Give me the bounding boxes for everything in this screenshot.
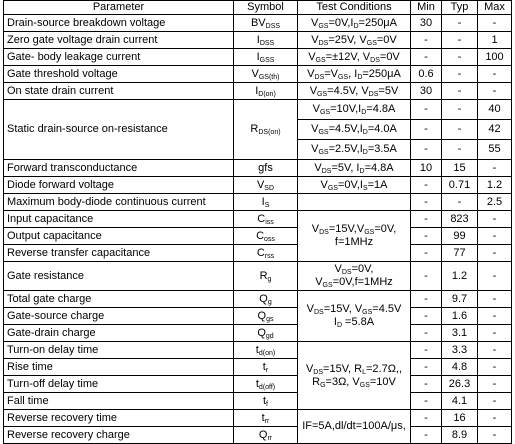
table-row xyxy=(4,245,512,262)
min-value: - xyxy=(411,427,442,444)
table-row xyxy=(4,194,512,211)
recovery-conditions: IF=5A,dl/dt=100A/μs, xyxy=(298,410,411,444)
max-value: - xyxy=(478,410,512,427)
typ-value: - xyxy=(442,140,478,160)
parameter-name: Gate threshold voltage xyxy=(4,66,234,83)
typ-value: 15 xyxy=(442,160,478,177)
typ-value: - xyxy=(442,194,478,211)
min-value: 0.6 xyxy=(411,66,442,83)
symbol: $I_{D(on)}$ xyxy=(234,83,298,100)
parameter-name: Turn-off delay time xyxy=(4,376,234,393)
max-value: - xyxy=(478,376,512,393)
symbol: $t_r$ xyxy=(234,359,298,376)
header-max: Max xyxy=(478,1,512,15)
test-condition: $V_{GS}=0V,I_D=250\mu A$ xyxy=(298,15,411,32)
max-value: 1.2 xyxy=(478,177,512,194)
typ-value: 0.71 xyxy=(442,177,478,194)
table-row xyxy=(4,262,512,291)
min-value: - xyxy=(411,376,442,393)
max-value: - xyxy=(478,15,512,32)
header-typ: Typ xyxy=(442,1,478,15)
typ-value: 1.2 xyxy=(442,262,478,291)
symbol: $C_{rss}$ xyxy=(234,245,298,262)
table-row xyxy=(4,291,512,308)
switching-conditions: $V_{DS}=15V$, $R_L=2.7\Omega$,, $R_G=3\Omega$, $V_{GS}=10V$ xyxy=(298,342,411,410)
symbol: $t_{rr}$ xyxy=(234,410,298,427)
test-condition: $V_{DS}=0V$, $V_{GS}=0V,f=1MHz$ xyxy=(298,262,411,291)
test-condition: $V_{GS}=10V,I_D=4.8A$ xyxy=(298,100,411,120)
min-value: - xyxy=(411,211,442,228)
parameter-name: Diode forward voltage xyxy=(4,177,234,194)
typ-value: 77 xyxy=(442,245,478,262)
table-row xyxy=(4,32,512,49)
parameter-name: Output capacitance xyxy=(4,228,234,245)
parameter-name: Zero gate voltage drain current xyxy=(4,32,234,49)
symbol: $Q_{rr}$ xyxy=(234,427,298,444)
symbol: $I_{GSS}$ xyxy=(234,49,298,66)
table-row xyxy=(4,393,512,410)
symbol: $R_{DS(on)}$ xyxy=(234,100,298,160)
table-row xyxy=(4,100,512,120)
table-row xyxy=(4,228,512,245)
typ-value: 9.7 xyxy=(442,291,478,308)
max-value: - xyxy=(478,160,512,177)
min-value: - xyxy=(411,194,442,211)
min-value: - xyxy=(411,245,442,262)
table-row xyxy=(4,177,512,194)
test-condition: $V_{GS}=2.5V,I_D=3.5A$ xyxy=(298,140,411,160)
symbol: $Q_{gd}$ xyxy=(234,325,298,342)
min-value: - xyxy=(411,342,442,359)
typ-value: 3.3 xyxy=(442,342,478,359)
max-value: - xyxy=(478,262,512,291)
typ-value: 1.6 xyxy=(442,308,478,325)
symbol: $t_{d(off)}$ xyxy=(234,376,298,393)
typ-value: 4.8 xyxy=(442,359,478,376)
table-row xyxy=(4,83,512,100)
symbol: $V_{SD}$ xyxy=(234,177,298,194)
min-value: - xyxy=(411,100,442,120)
parameter-name: Rise time xyxy=(4,359,234,376)
table-row xyxy=(4,211,512,228)
table-row xyxy=(4,427,512,444)
symbol: $V_{GS(th)}$ xyxy=(234,66,298,83)
typ-value: 26.3 xyxy=(442,376,478,393)
symbol: $t_{d(on)}$ xyxy=(234,342,298,359)
typ-value: - xyxy=(442,83,478,100)
min-value: - xyxy=(411,140,442,160)
header-symbol: Symbol xyxy=(234,1,298,15)
max-value: - xyxy=(478,228,512,245)
typ-value: - xyxy=(442,100,478,120)
typ-value: - xyxy=(442,120,478,140)
parameter-name: Gate- body leakage current xyxy=(4,49,234,66)
table-row xyxy=(4,342,512,359)
spec-table-body xyxy=(4,15,512,444)
parameter-name: Static drain-source on-resistance xyxy=(4,100,234,160)
parameter-name: On state drain current xyxy=(4,83,234,100)
max-value: 100 xyxy=(478,49,512,66)
typ-value: - xyxy=(442,49,478,66)
max-value: 1 xyxy=(478,32,512,49)
symbol: $I_S$ xyxy=(234,194,298,211)
header-min: Min xyxy=(411,1,442,15)
parameter-name: Input capacitance xyxy=(4,211,234,228)
max-value: - xyxy=(478,325,512,342)
spec-table xyxy=(3,0,512,444)
parameter-name: Gate-source charge xyxy=(4,308,234,325)
table-row xyxy=(4,325,512,342)
test-condition: $V_{GS}=4.5V,I_D=4.0A$ xyxy=(298,120,411,140)
min-value: - xyxy=(411,49,442,66)
table-row xyxy=(4,66,512,83)
max-value: 55 xyxy=(478,140,512,160)
parameter-name: Maximum body-diode continuous current xyxy=(4,194,234,211)
max-value: - xyxy=(478,291,512,308)
min-value: - xyxy=(411,262,442,291)
min-value: 30 xyxy=(411,15,442,32)
parameter-name: Fall time xyxy=(4,393,234,410)
typ-value: - xyxy=(442,15,478,32)
test-condition xyxy=(298,194,411,211)
parameter-name: Gate-drain charge xyxy=(4,325,234,342)
min-value: - xyxy=(411,177,442,194)
max-value: - xyxy=(478,393,512,410)
parameter-name: Forward transconductance xyxy=(4,160,234,177)
parameter-name: Gate resistance xyxy=(4,262,234,291)
header-row xyxy=(4,1,512,15)
typ-value: 3.1 xyxy=(442,325,478,342)
test-condition: $V_{DS}=V_{GS}$, $I_D=250\mu A$ xyxy=(298,66,411,83)
parameter-name: Total gate charge xyxy=(4,291,234,308)
max-value: - xyxy=(478,359,512,376)
symbol: gfs xyxy=(234,160,298,177)
max-value: - xyxy=(478,83,512,100)
table-row xyxy=(4,15,512,32)
max-value: - xyxy=(478,342,512,359)
parameter-name: Reverse transfer capacitance xyxy=(4,245,234,262)
symbol: $Q_g$ xyxy=(234,291,298,308)
header-test-conditions: Test Conditions xyxy=(298,1,411,15)
test-condition: $V_{GS}=\pm 12V$, $V_{DS}=0V$ xyxy=(298,49,411,66)
symbol: $C_{oss}$ xyxy=(234,228,298,245)
min-value: - xyxy=(411,410,442,427)
typ-value: - xyxy=(442,32,478,49)
test-condition: $V_{DS}=25V$, $V_{GS}=0V$ xyxy=(298,32,411,49)
charge-conditions: $V_{DS}=15V$, $V_{GS}=4.5V$ $I_D =5.8A$ xyxy=(298,291,411,342)
min-value: - xyxy=(411,228,442,245)
parameter-name: Reverse recovery charge xyxy=(4,427,234,444)
min-value: - xyxy=(411,291,442,308)
capacitance-conditions: $V_{DS}=15V,V_{GS}=0V$, f=1MHz xyxy=(298,211,411,262)
max-value: 40 xyxy=(478,100,512,120)
min-value: 30 xyxy=(411,83,442,100)
test-condition: $V_{GS}=0V,I_S=1A$ xyxy=(298,177,411,194)
test-condition: $V_{GS}=4.5V$, $V_{DS}=5V$ xyxy=(298,83,411,100)
symbol: $I_{DSS}$ xyxy=(234,32,298,49)
min-value: - xyxy=(411,308,442,325)
test-condition: $V_{DS}=5V$, $I_D=4.8A$ xyxy=(298,160,411,177)
max-value: - xyxy=(478,427,512,444)
max-value: - xyxy=(478,245,512,262)
symbol: $t_f$ xyxy=(234,393,298,410)
header-parameter: Parameter xyxy=(4,1,234,15)
min-value: - xyxy=(411,393,442,410)
typ-value: 4.1 xyxy=(442,393,478,410)
typ-value: - xyxy=(442,66,478,83)
table-row xyxy=(4,308,512,325)
table-row xyxy=(4,160,512,177)
table-row xyxy=(4,376,512,393)
symbol: $Q_{gs}$ xyxy=(234,308,298,325)
typ-value: 16 xyxy=(442,410,478,427)
min-value: - xyxy=(411,120,442,140)
table-row xyxy=(4,359,512,376)
typ-value: 99 xyxy=(442,228,478,245)
parameter-name: Drain-source breakdown voltage xyxy=(4,15,234,32)
max-value: - xyxy=(478,66,512,83)
typ-value: 823 xyxy=(442,211,478,228)
symbol: $BV_{DSS}$ xyxy=(234,15,298,32)
typ-value: 8.9 xyxy=(442,427,478,444)
max-value: - xyxy=(478,211,512,228)
min-value: - xyxy=(411,32,442,49)
min-value: - xyxy=(411,359,442,376)
parameter-name: Turn-on delay time xyxy=(4,342,234,359)
table-row xyxy=(4,49,512,66)
parameter-name: Reverse recovery time xyxy=(4,410,234,427)
min-value: 10 xyxy=(411,160,442,177)
max-value: - xyxy=(478,308,512,325)
max-value: 42 xyxy=(478,120,512,140)
symbol: $R_g$ xyxy=(234,262,298,291)
min-value: - xyxy=(411,325,442,342)
symbol: $C_{iss}$ xyxy=(234,211,298,228)
max-value: 2.5 xyxy=(478,194,512,211)
